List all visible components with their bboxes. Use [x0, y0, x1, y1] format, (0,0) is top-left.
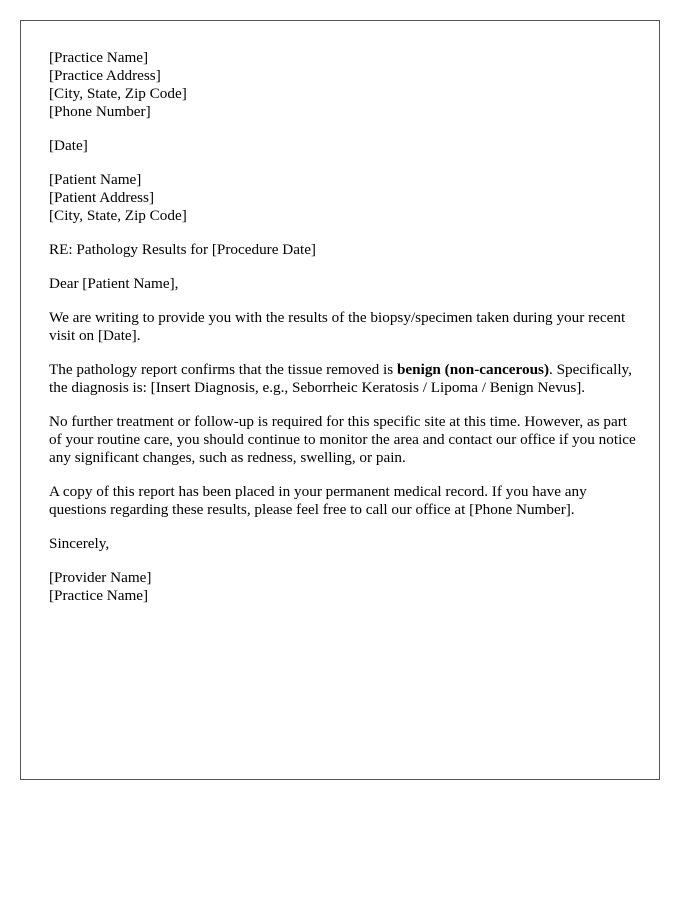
letter-page — [20, 20, 660, 780]
subject-line: RE: Pathology Results for [Procedure Date] — [49, 241, 316, 258]
sender-practice-address: [Practice Address] — [49, 67, 161, 84]
benign-emphasis: benign (non-cancerous) — [396, 361, 549, 378]
letter-content — [49, 49, 639, 621]
recipient-patient-address: [Patient Address] — [49, 189, 155, 206]
body-paragraph-3: No further treatment or follow-up is required for this specific site at this time. However, as part of your routine care, you should continue to monitor the area and contact our office if you notice any significant changes, such as redness, swelling, or pain. — [49, 413, 636, 466]
body-paragraph-2-lead: The pathology report confirms that the tissue removed is — [49, 361, 397, 378]
closing: Sincerely, — [49, 535, 110, 552]
sender-phone: [Phone Number] — [49, 103, 151, 120]
recipient-city-state-zip: [City, State, Zip Code] — [49, 207, 187, 224]
sender-practice-name: [Practice Name] — [49, 49, 149, 66]
recipient-patient-name: [Patient Name] — [49, 171, 142, 188]
salutation: Dear [Patient Name], — [49, 275, 179, 292]
signature-block — [49, 569, 639, 605]
sender-city-state-zip: [City, State, Zip Code] — [49, 85, 187, 102]
body-paragraph-2-tail: . Specifically, the diagnosis is: [Insert Diagnosis, e.g., Seborrheic Keratosis / Lipoma / Benign Nevus]. — [49, 361, 632, 396]
date-block — [49, 137, 639, 155]
recipient-block — [49, 171, 639, 225]
body-paragraph-4: A copy of this report has been placed in your permanent medical record. If you have any questions regarding these results, please feel free to call our office at [Phone Number]. — [49, 483, 587, 518]
body-paragraph-1: We are writing to provide you with the results of the biopsy/specimen taken during your recent visit on [Date]. — [49, 309, 626, 344]
signature-practice-name: [Practice Name] — [49, 587, 149, 604]
letter-date: [Date] — [49, 137, 88, 154]
sender-block — [49, 49, 639, 121]
signature-provider-name: [Provider Name] — [49, 569, 152, 586]
body-paragraph-2 — [49, 361, 639, 397]
